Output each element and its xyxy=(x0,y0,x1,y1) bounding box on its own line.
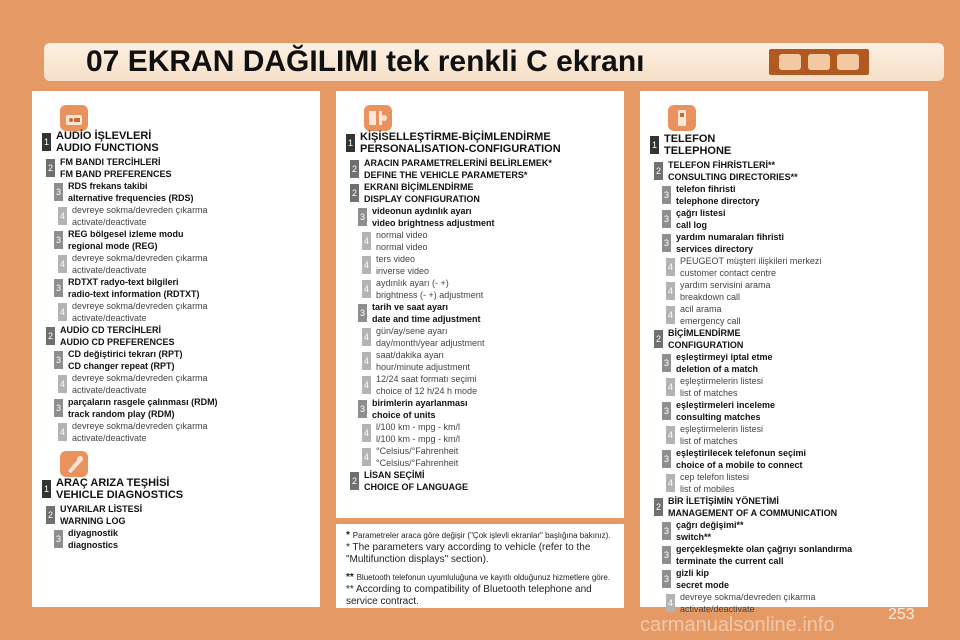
menu-item-line: saat/dakika ayarı xyxy=(376,350,445,360)
menu-item-line: FM BAND PREFERENCES xyxy=(60,169,172,179)
menu-item-level-3 xyxy=(68,228,184,252)
menu-item-level-4 xyxy=(376,253,429,277)
telephone-icon xyxy=(837,54,859,70)
menu-item-line: devreye sokma/devreden çıkarma xyxy=(72,421,208,431)
menu-item-line: gizli kip xyxy=(676,568,710,578)
menu-item-line: CONSULTING DIRECTORIES** xyxy=(668,172,798,182)
level-2-badge: 2 xyxy=(350,472,359,490)
menu-item-line: TELEFON FİHRİSTLERİ** xyxy=(668,160,776,170)
menu-item-line: consulting matches xyxy=(676,412,761,422)
menu-item-line: yardım numaraları fihristi xyxy=(676,232,785,242)
menu-item-level-3 xyxy=(68,180,194,204)
menu-item-line: °Celsius/°Fahrenheit xyxy=(376,458,459,468)
menu-item-line: REG bölgesel izleme modu xyxy=(68,229,184,239)
menu-item-line: TELEPHONE xyxy=(664,145,732,157)
level-4-badge: 4 xyxy=(362,232,371,250)
level-4-badge: 4 xyxy=(58,255,67,273)
menu-item-line: AUDIO FUNCTIONS xyxy=(56,142,159,154)
level-4-badge: 4 xyxy=(666,378,675,396)
menu-item-line: video brightness adjustment xyxy=(372,218,495,228)
menu-item-level-3 xyxy=(676,183,760,207)
telephone-icon xyxy=(668,105,696,131)
menu-item-level-2 xyxy=(60,156,172,180)
menu-item-level-4 xyxy=(376,349,470,373)
menu-item-line: CD changer repeat (RPT) xyxy=(68,361,175,371)
level-2-badge: 2 xyxy=(654,330,663,348)
menu-item-line: LİSAN SEÇİMİ xyxy=(364,470,425,480)
menu-item-level-4 xyxy=(72,420,208,444)
menu-item-line: choice of 12 h/24 h mode xyxy=(376,386,478,396)
menu-item-line: switch** xyxy=(676,532,712,542)
menu-item-line: PERSONALISATION-CONFIGURATION xyxy=(360,143,561,155)
menu-item-level-4 xyxy=(680,279,771,303)
level-3-badge: 3 xyxy=(54,530,63,548)
menu-item-level-4 xyxy=(72,372,208,396)
level-4-badge: 4 xyxy=(58,303,67,321)
menu-item-level-2 xyxy=(364,157,552,181)
level-1-badge: 1 xyxy=(346,134,355,152)
menu-item-line: terminate the current call xyxy=(676,556,784,566)
menu-item-level-2 xyxy=(668,495,837,519)
menu-item-level-2 xyxy=(60,324,175,348)
menu-item-line: activate/deactivate xyxy=(72,217,147,227)
menu-item-level-3 xyxy=(68,276,200,300)
menu-item-line: activate/deactivate xyxy=(680,604,755,614)
level-4-badge: 4 xyxy=(666,306,675,324)
level-3-badge: 3 xyxy=(662,354,671,372)
menu-item-line: customer contact centre xyxy=(680,268,777,278)
level-3-badge: 3 xyxy=(358,400,367,418)
menu-item-level-2 xyxy=(60,503,142,527)
menu-item-line: gün/ay/sene ayarı xyxy=(376,326,448,336)
menu-item-level-4 xyxy=(376,421,460,445)
menu-item-line: devreye sokma/devreden çıkarma xyxy=(72,373,208,383)
menu-item-line: choice of a mobile to connect xyxy=(676,460,803,470)
menu-item-line: AUDIO CD PREFERENCES xyxy=(60,337,175,347)
menu-item-line: ARACIN PARAMETRELERİNİ BELİRLEMEK* xyxy=(364,158,552,168)
page-title: 07 EKRAN DAĞILIMI tek renkli C ekranı xyxy=(86,45,645,78)
menu-item-line: telephone directory xyxy=(676,196,760,206)
level-3-badge: 3 xyxy=(358,304,367,322)
level-1-badge: 1 xyxy=(42,480,51,498)
menu-item-line: list of matches xyxy=(680,388,738,398)
menu-item-line: UYARILAR LİSTESİ xyxy=(60,504,143,514)
menu-item-line: yardım servisini arama xyxy=(680,280,771,290)
level-3-badge: 3 xyxy=(54,399,63,417)
settings-icon xyxy=(364,105,392,131)
menu-item-level-2 xyxy=(668,327,743,351)
menu-item-line: birimlerin ayarlanması xyxy=(372,398,468,408)
level-4-badge: 4 xyxy=(362,328,371,346)
level-4-badge: 4 xyxy=(362,280,371,298)
menu-item-line: AUDİO CD TERCİHLERİ xyxy=(60,325,161,335)
menu-item-line: BİR İLETİŞİMİN YÖNETİMİ xyxy=(668,496,779,506)
menu-item-line: telefon fihristi xyxy=(676,184,736,194)
level-4-badge: 4 xyxy=(666,282,675,300)
menu-item-line: eşleştirmeleri inceleme xyxy=(676,400,776,410)
menu-item-line: choice of units xyxy=(372,410,436,420)
menu-item-line: eşleştirilecek telefonun seçimi xyxy=(676,448,807,458)
menu-item-line: 12/24 saat formatı seçimi xyxy=(376,374,477,384)
menu-item-level-4 xyxy=(680,471,749,495)
menu-item-line: devreye sokma/devreden çıkarma xyxy=(680,592,816,602)
menu-item-line: regional mode (REG) xyxy=(68,241,158,251)
menu-item-level-4 xyxy=(680,375,763,399)
wrench-icon xyxy=(60,451,88,477)
menu-item-line: ARAÇ ARIZA TEŞHİSİ xyxy=(56,477,170,489)
menu-item-level-3 xyxy=(676,543,852,567)
menu-item-line: track random play (RDM) xyxy=(68,409,175,419)
level-3-badge: 3 xyxy=(54,183,63,201)
level-3-badge: 3 xyxy=(54,351,63,369)
level-3-badge: 3 xyxy=(662,234,671,252)
menu-item-level-4 xyxy=(680,423,763,447)
menu-item-line: CD değiştirici tekrarı (RPT) xyxy=(68,349,183,359)
menu-item-line: deletion of a match xyxy=(676,364,759,374)
menu-item-line: eşleştirmelerin listesi xyxy=(680,376,764,386)
menu-item-line: FM BANDI TERCİHLERİ xyxy=(60,157,161,167)
menu-item-level-1 xyxy=(56,477,183,501)
menu-item-line: devreye sokma/devreden çıkarma xyxy=(72,301,208,311)
menu-item-level-3 xyxy=(372,397,468,421)
menu-item-level-3 xyxy=(68,348,183,372)
level-4-badge: 4 xyxy=(362,352,371,370)
audio-panel xyxy=(32,91,320,607)
menu-item-level-1 xyxy=(56,130,159,154)
telephone-panel xyxy=(640,91,928,614)
menu-item-level-4 xyxy=(376,373,477,397)
level-4-badge: 4 xyxy=(362,376,371,394)
level-4-badge: 4 xyxy=(58,207,67,225)
menu-item-line: ters video xyxy=(376,254,416,264)
menu-item-line: eşleştirmeyi iptal etme xyxy=(676,352,773,362)
menu-item-level-3 xyxy=(68,396,218,420)
menu-item-line: VEHICLE DIAGNOSTICS xyxy=(56,489,184,501)
menu-item-level-4 xyxy=(376,277,483,301)
menu-item-level-4 xyxy=(376,445,458,469)
menu-item-line: acil arama xyxy=(680,304,722,314)
menu-item-line: cep telefon listesi xyxy=(680,472,750,482)
menu-item-level-3 xyxy=(676,351,773,375)
menu-item-line: brightness (- +) adjustment xyxy=(376,290,484,300)
menu-item-line: date and time adjustment xyxy=(372,314,481,324)
menu-item-level-3 xyxy=(676,207,726,231)
notes-panel xyxy=(336,524,624,608)
personalisation-panel xyxy=(336,91,624,518)
footnote-double-star: ** Bluetooth telefonun uyumluluğuna ve kayıtlı olduğunuz hizmetlere göre. ** According to compatibility of Bluetooth telephone and service contract. xyxy=(346,572,611,607)
level-1-badge: 1 xyxy=(42,133,51,151)
menu-item-line: CHOICE OF LANGUAGE xyxy=(364,482,469,492)
level-4-badge: 4 xyxy=(666,594,675,612)
menu-item-line: gerçekleşmekte olan çağrıyı sonlandırma xyxy=(676,544,853,554)
level-2-badge: 2 xyxy=(350,160,359,178)
menu-item-level-4 xyxy=(72,300,208,324)
level-3-badge: 3 xyxy=(54,231,63,249)
level-3-badge: 3 xyxy=(662,186,671,204)
settings-icon xyxy=(808,54,830,70)
menu-item-line: PEUGEOT müşteri ilişkileri merkezi xyxy=(680,256,822,266)
menu-item-line: °Celsius/°Fahrenheit xyxy=(376,446,459,456)
menu-item-line: call log xyxy=(676,220,708,230)
level-3-badge: 3 xyxy=(662,450,671,468)
menu-item-level-3 xyxy=(372,301,481,325)
menu-item-line: l/100 km - mpg - km/l xyxy=(376,422,461,432)
level-4-badge: 4 xyxy=(666,258,675,276)
menu-item-line: activate/deactivate xyxy=(72,433,147,443)
menu-item-line: breakdown call xyxy=(680,292,741,302)
menu-item-line: devreye sokma/devreden çıkarma xyxy=(72,253,208,263)
menu-item-line: secret mode xyxy=(676,580,730,590)
menu-item-line: inverse video xyxy=(376,266,430,276)
menu-item-line: alternative frequencies (RDS) xyxy=(68,193,194,203)
menu-item-line: RDS frekans takibi xyxy=(68,181,148,191)
menu-item-level-2 xyxy=(668,159,798,183)
menu-item-line: activate/deactivate xyxy=(72,385,147,395)
level-2-badge: 2 xyxy=(654,162,663,180)
menu-item-line: BİÇİMLENDİRME xyxy=(668,328,741,338)
menu-item-line: diyagnostik xyxy=(68,528,119,538)
menu-item-level-3 xyxy=(676,519,744,543)
menu-item-level-3 xyxy=(676,231,784,255)
watermark: carmanualsonline.info xyxy=(640,614,835,636)
level-4-badge: 4 xyxy=(58,375,67,393)
menu-item-level-1 xyxy=(664,133,731,157)
level-2-badge: 2 xyxy=(46,159,55,177)
menu-item-line: normal video xyxy=(376,242,428,252)
menu-item-line: diagnostics xyxy=(68,540,119,550)
level-3-badge: 3 xyxy=(662,546,671,564)
level-3-badge: 3 xyxy=(662,210,671,228)
menu-item-line: hour/minute adjustment xyxy=(376,362,471,372)
level-1-badge: 1 xyxy=(650,136,659,154)
menu-item-line: DISPLAY CONFIGURATION xyxy=(364,194,480,204)
footnote-star: * Parametreler araca göre değişir ("Çok işlevli ekranlar" başlığına bakınız). * The parameters vary according to vehicle (refer to the "Multifunction displays" section). xyxy=(346,530,611,565)
menu-item-line: activate/deactivate xyxy=(72,313,147,323)
level-2-badge: 2 xyxy=(46,327,55,345)
level-3-badge: 3 xyxy=(662,522,671,540)
level-3-badge: 3 xyxy=(358,208,367,226)
menu-item-level-3 xyxy=(372,205,495,229)
menu-item-line: CONFIGURATION xyxy=(668,340,744,350)
menu-item-line: normal video xyxy=(376,230,428,240)
menu-item-line: l/100 km - mpg - km/l xyxy=(376,434,461,444)
menu-item-line: TELEFON xyxy=(664,133,716,145)
menu-item-line: day/month/year adjustment xyxy=(376,338,485,348)
menu-item-level-2 xyxy=(364,181,480,205)
menu-item-line: parçaların rasgele çalınması (RDM) xyxy=(68,397,218,407)
level-3-badge: 3 xyxy=(662,402,671,420)
level-2-badge: 2 xyxy=(654,498,663,516)
menu-item-line: çağrı değişimi** xyxy=(676,520,744,530)
menu-item-level-1 xyxy=(360,131,561,155)
menu-item-line: list of matches xyxy=(680,436,738,446)
menu-item-line: çağrı listesi xyxy=(676,208,726,218)
level-4-badge: 4 xyxy=(666,474,675,492)
menu-item-line: MANAGEMENT OF A COMMUNICATION xyxy=(668,508,838,518)
menu-item-level-3 xyxy=(68,527,118,551)
level-4-badge: 4 xyxy=(362,424,371,442)
menu-item-line: radio-text information (RDTXT) xyxy=(68,289,200,299)
menu-item-level-4 xyxy=(72,252,208,276)
level-4-badge: 4 xyxy=(362,448,371,466)
header-icon-strip xyxy=(769,49,869,75)
menu-item-level-4 xyxy=(376,229,428,253)
menu-item-level-2 xyxy=(364,469,468,493)
level-2-badge: 2 xyxy=(46,506,55,524)
menu-item-line: RDTXT radyo-text bilgileri xyxy=(68,277,179,287)
audio-icon xyxy=(779,54,801,70)
menu-item-line: emergency call xyxy=(680,316,741,326)
menu-item-level-4 xyxy=(680,591,816,615)
menu-item-level-3 xyxy=(676,399,775,423)
menu-item-line: devreye sokma/devreden çıkarma xyxy=(72,205,208,215)
menu-item-line: DEFINE THE VEHICLE PARAMETERS* xyxy=(364,170,528,180)
menu-item-line: list of mobiles xyxy=(680,484,735,494)
menu-item-level-4 xyxy=(680,303,741,327)
level-3-badge: 3 xyxy=(662,570,671,588)
menu-item-line: AUDİO İŞLEVLERİ xyxy=(56,130,152,142)
menu-item-line: WARNING LOG xyxy=(60,516,126,526)
menu-item-line: KİŞİSELLEŞTİRME-BİÇİMLENDİRME xyxy=(360,131,551,143)
menu-item-line: tarih ve saat ayarı xyxy=(372,302,449,312)
menu-item-level-4 xyxy=(680,255,821,279)
menu-item-line: EKRANI BİÇİMLENDİRME xyxy=(364,182,474,192)
level-3-badge: 3 xyxy=(54,279,63,297)
menu-item-level-4 xyxy=(376,325,485,349)
audio-icon xyxy=(60,105,88,131)
menu-item-line: eşleştirmelerin listesi xyxy=(680,424,764,434)
menu-item-level-4 xyxy=(72,204,208,228)
menu-item-level-3 xyxy=(676,567,729,591)
menu-item-line: activate/deactivate xyxy=(72,265,147,275)
menu-item-line: services directory xyxy=(676,244,754,254)
menu-item-level-3 xyxy=(676,447,806,471)
header-bar xyxy=(44,43,944,81)
level-2-badge: 2 xyxy=(350,184,359,202)
page-number: 253 xyxy=(888,606,915,623)
menu-item-line: videonun aydınlık ayarı xyxy=(372,206,472,216)
level-4-badge: 4 xyxy=(666,426,675,444)
menu-item-line: aydınlık ayarı (- +) xyxy=(376,278,449,288)
level-4-badge: 4 xyxy=(362,256,371,274)
level-4-badge: 4 xyxy=(58,423,67,441)
